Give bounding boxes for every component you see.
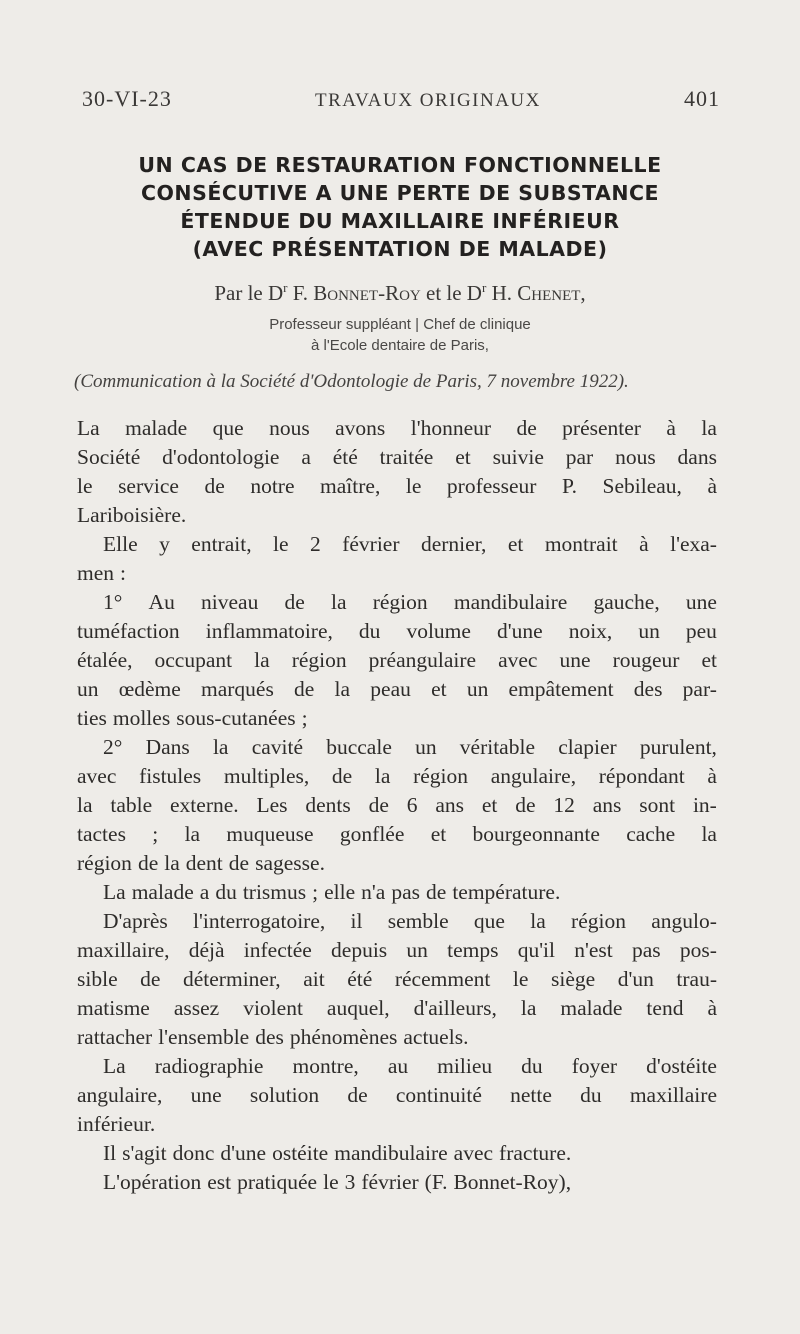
text-line: la table externe. Les dents de 6 ans et de 12 ans sont in- [77, 793, 717, 817]
text-line: région de la dent de sagesse. [77, 851, 325, 875]
text-line: maxillaire, déjà infectée depuis un temps qu'il n'est pas pos- [77, 938, 717, 962]
text-line: matisme assez violent auquel, d'ailleurs, la malade tend à [77, 996, 717, 1020]
byline-sup-2: r [481, 280, 487, 295]
text-line: La malade que nous avons l'honneur de présenter à la [77, 416, 717, 440]
article-title [70, 151, 730, 263]
affiliation [70, 314, 730, 356]
header-date: 30-VI-23 [82, 86, 172, 111]
text-line: D'après l'interrogatoire, il semble que la région angulo- [103, 909, 717, 933]
byline-prefix: Par le D [214, 281, 284, 305]
text-line: étalée, occupant la région préangulaire avec une rougeur et [77, 648, 717, 672]
text-line: 1° Au niveau de la région mandibulaire gauche, une [103, 590, 717, 614]
header-section: TRAVAUX ORIGINAUX [314, 90, 541, 111]
article-body [77, 414, 717, 1197]
title-line: UN CAS DE RESTAURATION FONCTIONNELLE [138, 153, 662, 177]
page-number: 401 [683, 86, 720, 111]
communication-note: (Communication à la Société d'Odontologie de Paris, 7 novembre 1922). [74, 371, 629, 392]
text-line: Elle y entrait, le 2 février dernier, et montrait à l'exa- [103, 532, 717, 556]
author-1: F. Bonnet-Roy [292, 281, 421, 305]
text-line: men : [77, 561, 127, 585]
text-line: inférieur. [77, 1112, 156, 1136]
text-line: La malade a du trismus ; elle n'a pas de température. [103, 880, 561, 904]
text-line: un œdème marqués de la peau et un empâtement des par- [77, 677, 717, 701]
text-line: angulaire, une solution de continuité nette du maxillaire [77, 1083, 717, 1107]
author-2: H. Chenet, [491, 281, 586, 305]
byline-sup: r [283, 280, 288, 295]
title-line: CONSÉCUTIVE A UNE PERTE DE SUBSTANCE [140, 181, 660, 205]
text-line: Société d'odontologie a été traitée et suivie par nous dans [77, 445, 717, 469]
text-line: tactes ; la muqueuse gonflée et bourgeonnante cache la [77, 822, 717, 846]
text-line: ties molles sous-cutanées ; [77, 706, 308, 730]
text-line: sible de déterminer, ait été récemment le siège d'un trau- [77, 967, 717, 991]
text-line: avec fistules multiples, de la région angulaire, répondant à [77, 764, 717, 788]
text-line: Lariboisière. [77, 503, 187, 527]
text-line: Il s'agit donc d'une ostéite mandibulaire avec fracture. [103, 1141, 572, 1165]
affiliation-line-1: Professeur suppléant | Chef de clinique [269, 316, 531, 333]
title-line: (AVEC PRÉSENTATION DE MALADE) [192, 237, 608, 261]
text-line: 2° Dans la cavité buccale un véritable clapier purulent, [103, 735, 717, 759]
text-line: La radiographie montre, au milieu du foyer d'ostéite [103, 1054, 717, 1078]
text-line: le service de notre maître, le professeur P. Sebileau, à [77, 474, 717, 498]
byline [70, 280, 730, 306]
title-line: ÉTENDUE DU MAXILLAIRE INFÉRIEUR [180, 209, 620, 233]
text-line: rattacher l'ensemble des phénomènes actuels. [77, 1025, 469, 1049]
running-header [82, 86, 720, 112]
affiliation-line-2: à l'Ecole dentaire de Paris, [311, 337, 489, 354]
text-line: L'opération est pratiquée le 3 février (F. Bonnet-Roy), [103, 1170, 572, 1194]
byline-middle: et le D [426, 281, 482, 305]
text-line: tuméfaction inflammatoire, du volume d'une noix, un peu [77, 619, 717, 643]
